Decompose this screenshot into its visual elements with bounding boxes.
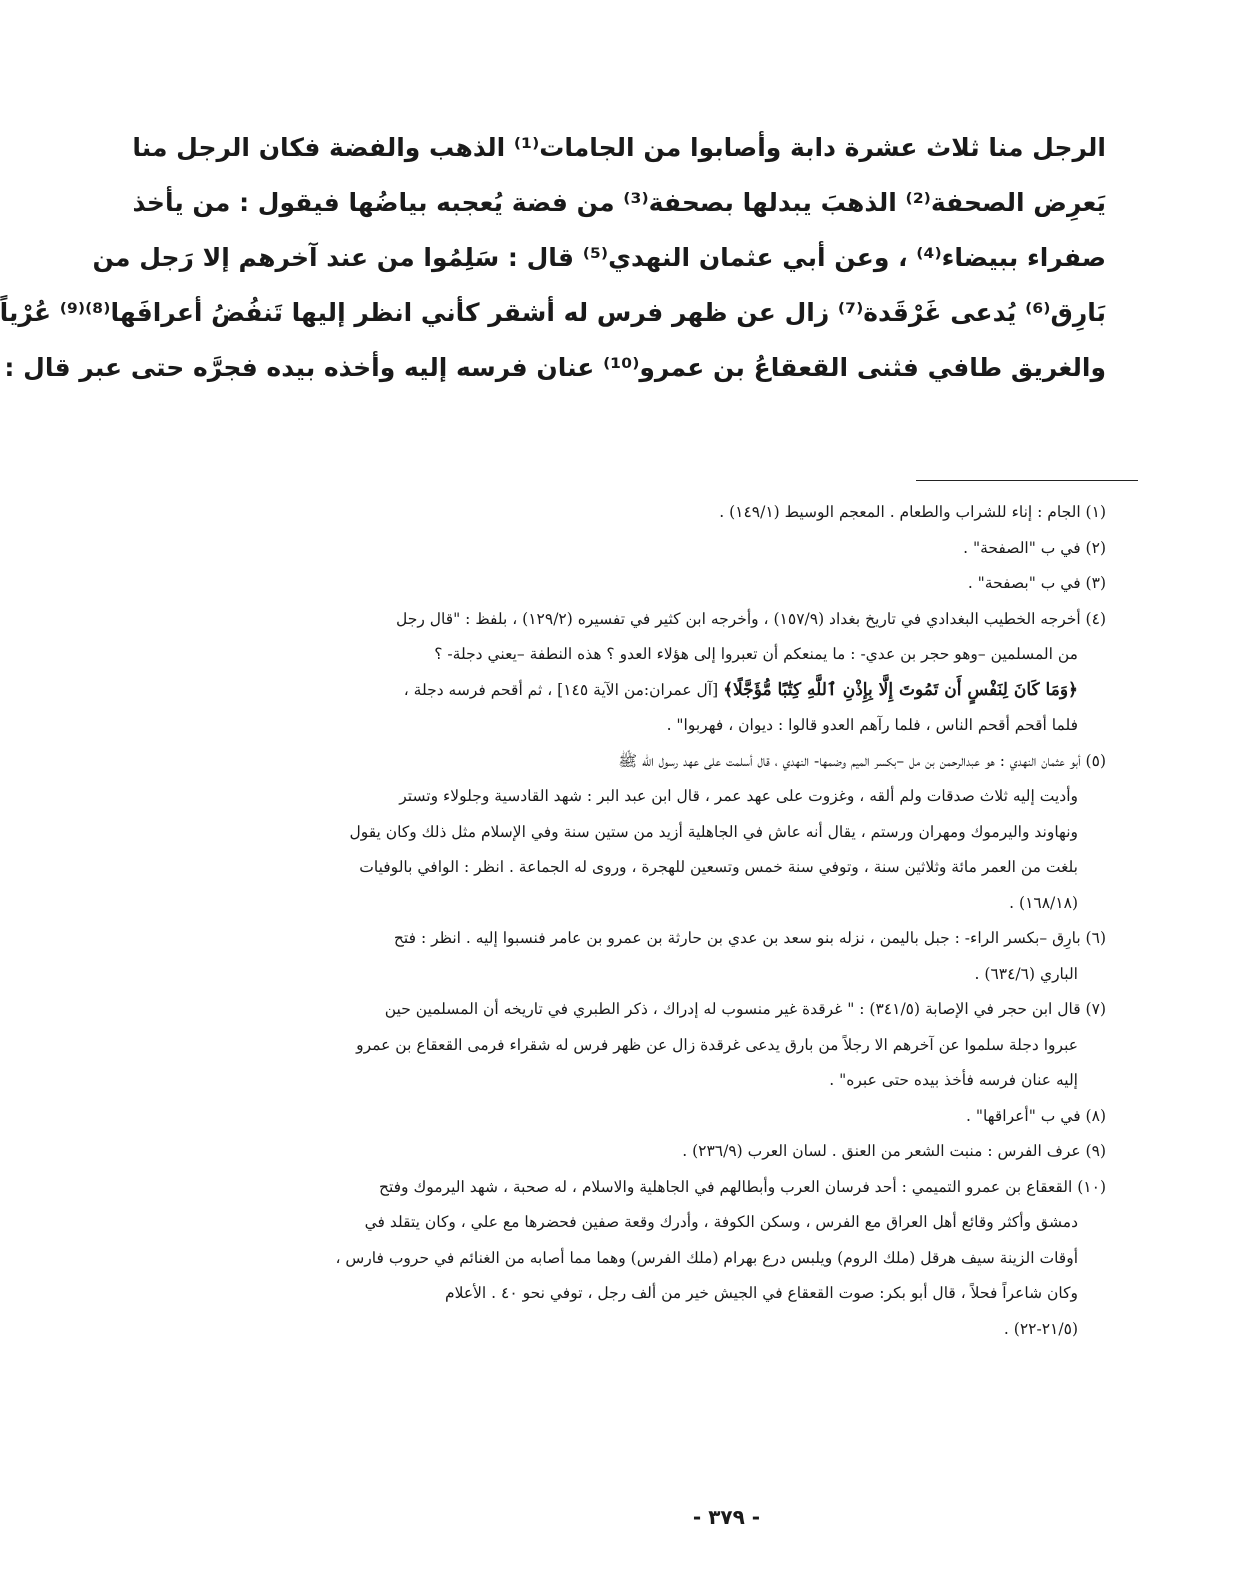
main-text-line-5: والغريق طافي فثنى القعقاعُ بن عمرو⁽¹⁰⁾ عنان فرسه إليه وأخذه بيده فجرَّه حتى عبر قال :	[4, 353, 1106, 382]
main-text-line-2: يَعرِض الصحفة⁽²⁾ الذهبَ يبدلها بصحفة⁽³⁾ من فضة يُعجبه بياضُها فيقول : من يأخذ	[132, 188, 1106, 217]
main-text	[0, 120, 1106, 395]
footnote-line: دمشق وأكثر وقائع أهل العراق مع الفرس ، وسكن الكوفة ، وأدرك وقعة صفين فحضرها مع علي ، وكان يتقلد في	[364, 1213, 1078, 1231]
footnote-line: (٣) في ب "بصفحة" .	[967, 574, 1106, 592]
footnote-4	[346, 602, 1106, 744]
footnote-line: من المسلمين –وهو حجر بن عدي- : ما يمنعكم أن تعبروا إلى هؤلاء العدو ؟ هذه النطفة –يعني دجلة- ؟	[434, 645, 1078, 663]
footnote-2	[346, 531, 1106, 567]
footnote-line: (٢١/٥-٢٢) .	[1003, 1319, 1078, 1338]
footnote-line: (٢) في ب "الصفحة" .	[963, 538, 1106, 557]
quran-reference: [آل عمران:من الآية ١٤٥] ، ثم أقحم فرسه دجلة ،	[403, 680, 724, 699]
footnote-line: الباري (٦٣٤/٦) .	[974, 964, 1078, 983]
footnote-line: (١٦٨/١٨) .	[1009, 893, 1078, 912]
footnote-divider	[916, 480, 1138, 481]
page-number: - ٣٧٩ -	[692, 1505, 761, 1529]
footnote-line: وأديت إليه ثلاث صدقات ولم ألقه ، وغزوت على عهد عمر ، قال ابن عبد البر : شهد القادسية وجلولاء وتستر	[399, 787, 1078, 805]
footnote-8	[346, 1099, 1106, 1135]
footnote-9	[346, 1134, 1106, 1170]
footnote-line: بلغت من العمر مائة وثلاثين سنة ، وتوفي سنة خمس وتسعين للهجرة ، وروى له الجماعة . انظر : الوافي بالوفيات	[359, 858, 1078, 876]
footnote-line: (٩) عرف الفرس : منبت الشعر من العنق . لسان العرب (٢٣٦/٩) .	[682, 1142, 1106, 1160]
footnote-7	[346, 992, 1106, 1099]
footnote-10	[335, 1170, 1106, 1348]
main-text-line-4: بَارِق⁽⁶⁾ يُدعى غَرْقَدة⁽⁷⁾ زال عن ظهر فرس له أشقر كأني انظر إليها تَنفُضُ أعرافَها⁽⁸⁾⁽⁹⁾ عُرْياً	[0, 298, 1106, 327]
footnote-line: فلما أقحم أقحم الناس ، فلما رآهم العدو قالوا : ديوان ، فهربوا" .	[666, 716, 1078, 734]
footnote-line: (٨) في ب "أعراقها" .	[966, 1106, 1106, 1125]
main-text-line-3: صفراء ببيضاء⁽⁴⁾ ، وعن أبي عثمان النهدي⁽⁵⁾ قال : سَلِمُوا من عند آخرهم إلا رَجل من	[92, 243, 1106, 272]
footnote-line: وكان شاعراً فحلاً ، قال أبو بكر: صوت القعقاع في الجيش خير من ألف رجل ، توفي نحو ٤٠ . الأعلام	[445, 1284, 1078, 1302]
footnote-line: (٦) بارِق –بكسر الراء- : جبل باليمن ، نزله بنو سعد بن عدي بن حارثة بن عمرو بن عامر فنسبوا إليه . انظر : فتح	[393, 929, 1106, 947]
footnote-line: (٥) أبو عثمان النهدي : هو عبدالرحمن بن مل –بكسر الميم وضمها- النهدي ، قال أسلمت على عهد رسول الله ﷺ	[618, 751, 1106, 770]
footnote-3	[346, 566, 1106, 602]
footnote-line: (١) الجام : إناء للشراب والطعام . المعجم الوسيط (١٤٩/١) .	[719, 503, 1106, 521]
footnotes	[335, 495, 1106, 1347]
quran-verse: ﴿وَمَا كَانَ لِنَفْسٍ أَن تَمُوتَ إِلَّا بِإِذْنِ ٱللَّهِ كِتَٰبًا مُّؤَجَّلًا﴾	[723, 679, 1078, 700]
footnote-quran-line	[346, 673, 1106, 709]
footnote-line: عبروا دجلة سلموا عن آخرهم الا رجلاً من بارق يدعى غرقدة زال عن ظهر فرس له شقراء فرمى القعقاع بن عمرو	[356, 1035, 1078, 1054]
footnote-line: إليه عنان فرسه فأخذ بيده حتى عبره" .	[829, 1071, 1078, 1089]
footnote-1	[346, 495, 1106, 531]
footnote-line: (٤) أخرجه الخطيب البغدادي في تاريخ بغداد (١٥٧/٩) ، وأخرجه ابن كثير في تفسيره (١٢٩/٢) ، بلفظ : "قال رجل	[396, 609, 1106, 628]
footnote-6	[346, 921, 1106, 992]
footnote-line: أوقات الزينة سيف هرقل (ملك الروم) ويلبس درع بهرام (ملك الفرس) وهما مما أصابه من الغنائم في حروب فارس ،	[335, 1248, 1078, 1267]
main-text-line-1: الرجل منا ثلاث عشرة دابة وأصابوا من الجامات⁽¹⁾ الذهب والفضة فكان الرجل منا	[132, 133, 1106, 162]
footnote-5	[346, 744, 1106, 922]
footnote-line: ونهاوند واليرموك ومهران ورستم ، يقال أنه عاش في الجاهلية أزيد من ستين سنة وفي الإسلام مثل ذلك وكان يقول	[349, 822, 1078, 841]
footnote-line: (٧) قال ابن حجر في الإصابة (٣٤١/٥) : " غرقدة غير منسوب له إدراك ، ذكر الطبري في تاريخه أن المسلمين حين	[384, 1000, 1106, 1018]
footnote-line: (١٠) القعقاع بن عمرو التميمي : أحد فرسان العرب وأبطالهم في الجاهلية والاسلام ، له صحبة ، شهد اليرموك وفتح	[378, 1177, 1106, 1196]
